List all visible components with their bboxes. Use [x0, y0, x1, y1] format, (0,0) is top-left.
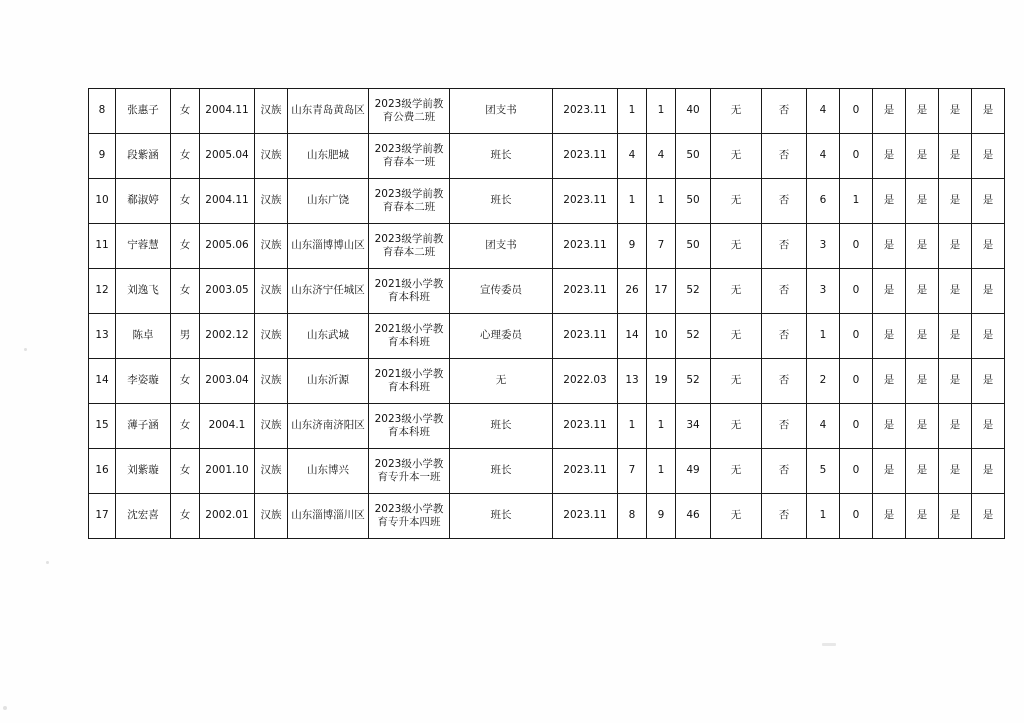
position: 班长 — [450, 134, 553, 179]
flag-2: 是 — [873, 359, 906, 404]
student-sex: 女 — [171, 89, 200, 134]
penalty: 无 — [711, 134, 762, 179]
table-row — [89, 269, 1005, 314]
flag-3: 是 — [906, 404, 939, 449]
flag-4: 是 — [939, 404, 972, 449]
row-index: 13 — [89, 314, 116, 359]
flag-1: 否 — [762, 314, 807, 359]
penalty: 无 — [711, 404, 762, 449]
roster-table — [88, 88, 1005, 539]
student-sex: 女 — [171, 179, 200, 224]
flag-1: 否 — [762, 179, 807, 224]
flag-4: 是 — [939, 89, 972, 134]
penalty: 无 — [711, 494, 762, 539]
class-name: 2023级学前教育公费二班 — [369, 89, 450, 134]
penalty: 无 — [711, 449, 762, 494]
scan-speck — [46, 561, 49, 564]
hometown: 山东济宁任城区 — [288, 269, 369, 314]
flag-5: 是 — [972, 89, 1005, 134]
student-name: 刘逸飞 — [116, 269, 171, 314]
birth-date: 2005.04 — [200, 134, 255, 179]
ethnicity: 汉族 — [255, 89, 288, 134]
ethnicity: 汉族 — [255, 179, 288, 224]
flag-1: 否 — [762, 269, 807, 314]
table-row — [89, 494, 1005, 539]
number-5: 0 — [840, 134, 873, 179]
flag-1: 否 — [762, 224, 807, 269]
party-date: 2023.11 — [553, 179, 618, 224]
number-4: 3 — [807, 224, 840, 269]
student-sex: 女 — [171, 494, 200, 539]
student-name: 宁蓉慧 — [116, 224, 171, 269]
student-name: 李姿璇 — [116, 359, 171, 404]
number-2: 19 — [647, 359, 676, 404]
flag-5: 是 — [972, 404, 1005, 449]
row-index: 17 — [89, 494, 116, 539]
flag-2: 是 — [873, 449, 906, 494]
penalty: 无 — [711, 89, 762, 134]
number-1: 9 — [618, 224, 647, 269]
student-name: 张惠子 — [116, 89, 171, 134]
penalty: 无 — [711, 314, 762, 359]
number-4: 1 — [807, 494, 840, 539]
flag-5: 是 — [972, 359, 1005, 404]
position: 班长 — [450, 179, 553, 224]
flag-1: 否 — [762, 359, 807, 404]
flag-4: 是 — [939, 314, 972, 359]
roster-table-body — [89, 89, 1005, 539]
flag-3: 是 — [906, 449, 939, 494]
flag-3: 是 — [906, 494, 939, 539]
flag-2: 是 — [873, 494, 906, 539]
table-row — [89, 89, 1005, 134]
position: 无 — [450, 359, 553, 404]
flag-5: 是 — [972, 224, 1005, 269]
hometown: 山东广饶 — [288, 179, 369, 224]
flag-1: 否 — [762, 494, 807, 539]
flag-1: 否 — [762, 134, 807, 179]
number-4: 2 — [807, 359, 840, 404]
student-name: 郗淑婷 — [116, 179, 171, 224]
scan-speck — [24, 348, 27, 351]
row-index: 12 — [89, 269, 116, 314]
student-name: 薄子涵 — [116, 404, 171, 449]
number-5: 0 — [840, 449, 873, 494]
birth-date: 2002.12 — [200, 314, 255, 359]
number-5: 0 — [840, 494, 873, 539]
number-3: 50 — [676, 134, 711, 179]
number-1: 7 — [618, 449, 647, 494]
flag-1: 否 — [762, 404, 807, 449]
flag-3: 是 — [906, 89, 939, 134]
number-4: 4 — [807, 134, 840, 179]
class-name: 2021级小学教育本科班 — [369, 314, 450, 359]
class-name: 2023级学前教育春本一班 — [369, 134, 450, 179]
flag-3: 是 — [906, 224, 939, 269]
flag-4: 是 — [939, 494, 972, 539]
row-index: 8 — [89, 89, 116, 134]
number-2: 1 — [647, 449, 676, 494]
party-date: 2023.11 — [553, 89, 618, 134]
number-2: 9 — [647, 494, 676, 539]
class-name: 2021级小学教育本科班 — [369, 269, 450, 314]
birth-date: 2001.10 — [200, 449, 255, 494]
flag-2: 是 — [873, 404, 906, 449]
ethnicity: 汉族 — [255, 449, 288, 494]
number-5: 0 — [840, 314, 873, 359]
ethnicity: 汉族 — [255, 494, 288, 539]
number-5: 0 — [840, 359, 873, 404]
number-2: 4 — [647, 134, 676, 179]
number-1: 4 — [618, 134, 647, 179]
scan-speck — [822, 643, 836, 646]
number-1: 1 — [618, 179, 647, 224]
position: 班长 — [450, 449, 553, 494]
flag-1: 否 — [762, 89, 807, 134]
flag-4: 是 — [939, 134, 972, 179]
student-sex: 女 — [171, 449, 200, 494]
number-3: 50 — [676, 224, 711, 269]
row-index: 11 — [89, 224, 116, 269]
flag-5: 是 — [972, 269, 1005, 314]
flag-2: 是 — [873, 134, 906, 179]
number-1: 8 — [618, 494, 647, 539]
ethnicity: 汉族 — [255, 404, 288, 449]
flag-2: 是 — [873, 269, 906, 314]
flag-5: 是 — [972, 134, 1005, 179]
class-name: 2023级学前教育春本二班 — [369, 224, 450, 269]
flag-2: 是 — [873, 89, 906, 134]
student-sex: 女 — [171, 269, 200, 314]
number-4: 3 — [807, 269, 840, 314]
party-date: 2023.11 — [553, 404, 618, 449]
party-date: 2023.11 — [553, 269, 618, 314]
flag-4: 是 — [939, 269, 972, 314]
number-4: 1 — [807, 314, 840, 359]
flag-5: 是 — [972, 314, 1005, 359]
birth-date: 2004.11 — [200, 89, 255, 134]
hometown: 山东武城 — [288, 314, 369, 359]
position: 心理委员 — [450, 314, 553, 359]
row-index: 9 — [89, 134, 116, 179]
number-5: 1 — [840, 179, 873, 224]
birth-date: 2004.11 — [200, 179, 255, 224]
flag-4: 是 — [939, 449, 972, 494]
party-date: 2023.11 — [553, 314, 618, 359]
ethnicity: 汉族 — [255, 314, 288, 359]
hometown: 山东肥城 — [288, 134, 369, 179]
position: 团支书 — [450, 89, 553, 134]
class-name: 2023级小学教育专升本四班 — [369, 494, 450, 539]
number-3: 49 — [676, 449, 711, 494]
hometown: 山东淄博博山区 — [288, 224, 369, 269]
penalty: 无 — [711, 359, 762, 404]
row-index: 15 — [89, 404, 116, 449]
table-row — [89, 134, 1005, 179]
penalty: 无 — [711, 269, 762, 314]
table-row — [89, 449, 1005, 494]
class-name: 2023级小学教育专升本一班 — [369, 449, 450, 494]
flag-4: 是 — [939, 179, 972, 224]
hometown: 山东济南济阳区 — [288, 404, 369, 449]
number-4: 6 — [807, 179, 840, 224]
flag-3: 是 — [906, 314, 939, 359]
flag-2: 是 — [873, 179, 906, 224]
ethnicity: 汉族 — [255, 269, 288, 314]
birth-date: 2003.05 — [200, 269, 255, 314]
number-2: 1 — [647, 89, 676, 134]
number-3: 46 — [676, 494, 711, 539]
number-2: 7 — [647, 224, 676, 269]
position: 团支书 — [450, 224, 553, 269]
flag-2: 是 — [873, 314, 906, 359]
class-name: 2023级学前教育春本二班 — [369, 179, 450, 224]
student-sex: 女 — [171, 224, 200, 269]
student-name: 段紫涵 — [116, 134, 171, 179]
student-sex: 女 — [171, 359, 200, 404]
flag-5: 是 — [972, 179, 1005, 224]
number-3: 52 — [676, 314, 711, 359]
number-3: 52 — [676, 359, 711, 404]
class-name: 2023级小学教育本科班 — [369, 404, 450, 449]
party-date: 2023.11 — [553, 449, 618, 494]
flag-1: 否 — [762, 449, 807, 494]
hometown: 山东博兴 — [288, 449, 369, 494]
student-sex: 女 — [171, 404, 200, 449]
number-2: 1 — [647, 179, 676, 224]
number-5: 0 — [840, 89, 873, 134]
position: 班长 — [450, 404, 553, 449]
ethnicity: 汉族 — [255, 359, 288, 404]
number-5: 0 — [840, 224, 873, 269]
row-index: 14 — [89, 359, 116, 404]
table-row — [89, 179, 1005, 224]
row-index: 16 — [89, 449, 116, 494]
party-date: 2022.03 — [553, 359, 618, 404]
party-date: 2023.11 — [553, 134, 618, 179]
row-index: 10 — [89, 179, 116, 224]
flag-3: 是 — [906, 269, 939, 314]
flag-5: 是 — [972, 494, 1005, 539]
number-3: 40 — [676, 89, 711, 134]
flag-3: 是 — [906, 359, 939, 404]
flag-5: 是 — [972, 449, 1005, 494]
table-row — [89, 224, 1005, 269]
table-row — [89, 314, 1005, 359]
student-sex: 女 — [171, 134, 200, 179]
hometown: 山东淄博淄川区 — [288, 494, 369, 539]
party-date: 2023.11 — [553, 224, 618, 269]
number-4: 4 — [807, 404, 840, 449]
number-1: 1 — [618, 89, 647, 134]
number-3: 50 — [676, 179, 711, 224]
flag-4: 是 — [939, 224, 972, 269]
number-1: 26 — [618, 269, 647, 314]
flag-4: 是 — [939, 359, 972, 404]
number-4: 4 — [807, 89, 840, 134]
number-2: 1 — [647, 404, 676, 449]
number-3: 52 — [676, 269, 711, 314]
scan-speck — [3, 706, 7, 710]
number-5: 0 — [840, 404, 873, 449]
position: 宣传委员 — [450, 269, 553, 314]
table-row — [89, 359, 1005, 404]
birth-date: 2004.1 — [200, 404, 255, 449]
table-row — [89, 404, 1005, 449]
position: 班长 — [450, 494, 553, 539]
student-sex: 男 — [171, 314, 200, 359]
number-1: 13 — [618, 359, 647, 404]
number-2: 10 — [647, 314, 676, 359]
ethnicity: 汉族 — [255, 224, 288, 269]
hometown: 山东青岛黄岛区 — [288, 89, 369, 134]
class-name: 2021级小学教育本科班 — [369, 359, 450, 404]
student-name: 沈宏喜 — [116, 494, 171, 539]
birth-date: 2003.04 — [200, 359, 255, 404]
flag-3: 是 — [906, 179, 939, 224]
roster-table-container — [88, 88, 994, 539]
birth-date: 2002.01 — [200, 494, 255, 539]
birth-date: 2005.06 — [200, 224, 255, 269]
student-name: 陈卓 — [116, 314, 171, 359]
number-1: 1 — [618, 404, 647, 449]
flag-2: 是 — [873, 224, 906, 269]
number-5: 0 — [840, 269, 873, 314]
party-date: 2023.11 — [553, 494, 618, 539]
number-4: 5 — [807, 449, 840, 494]
penalty: 无 — [711, 224, 762, 269]
hometown: 山东沂源 — [288, 359, 369, 404]
student-name: 刘紫璇 — [116, 449, 171, 494]
ethnicity: 汉族 — [255, 134, 288, 179]
flag-3: 是 — [906, 134, 939, 179]
number-3: 34 — [676, 404, 711, 449]
number-1: 14 — [618, 314, 647, 359]
number-2: 17 — [647, 269, 676, 314]
penalty: 无 — [711, 179, 762, 224]
